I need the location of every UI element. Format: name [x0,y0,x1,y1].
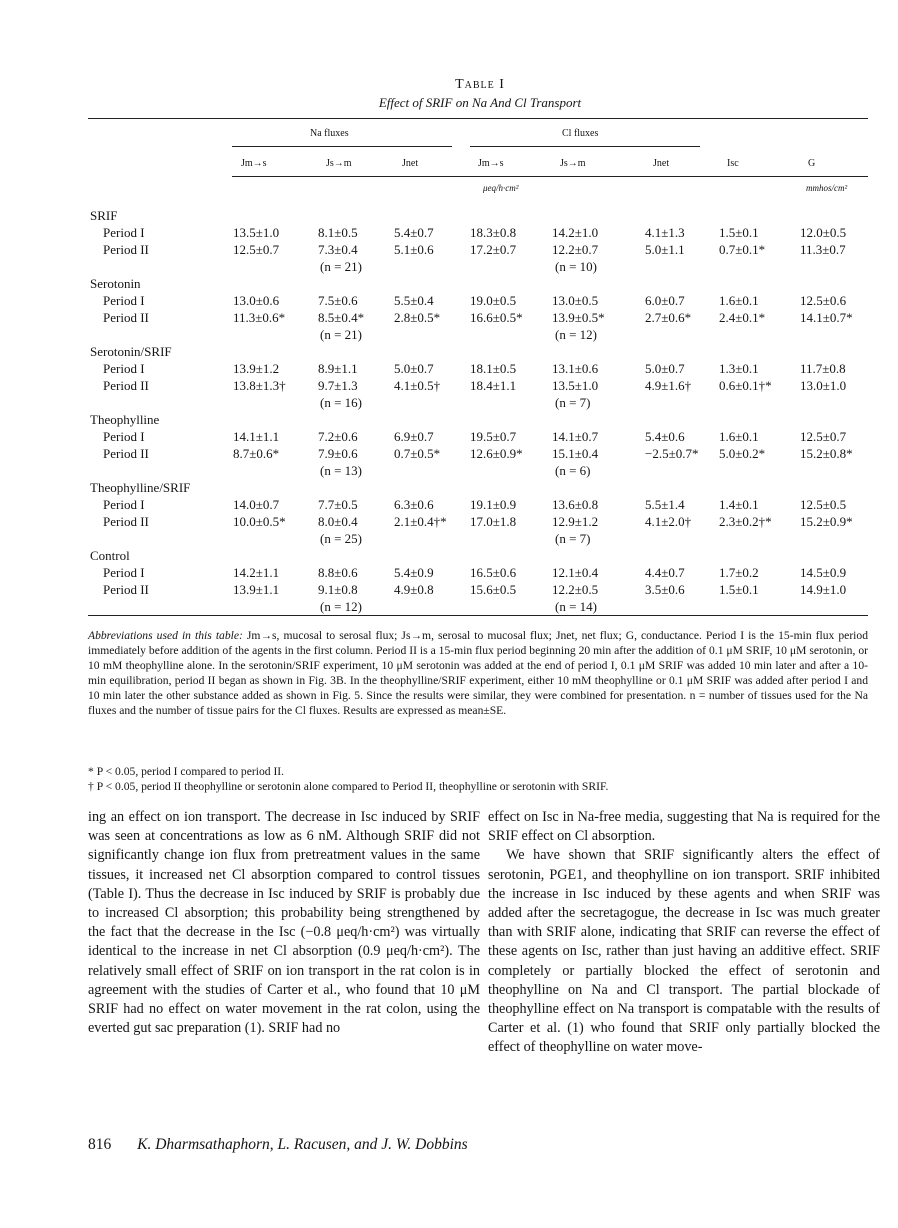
column-header: Jnet [402,158,419,169]
table-cell: 5.0±1.1 [645,242,685,257]
table-cell: 11.3±0.7 [800,242,846,257]
table-cell: 8.1±0.5 [318,225,358,240]
table-cell: 13.9±0.5* [552,310,605,325]
table-cell: 12.9±1.2 [552,514,599,529]
table-cell: 3.5±0.6 [645,582,685,597]
group-label: Theophylline [90,412,160,427]
table-cell: 9.7±1.3 [318,378,358,393]
table-cell: 7.7±0.5 [318,497,358,512]
group-label: SRIF [90,208,118,223]
footnote-dagger: † P < 0.05, period II theophylline or serotonin alone compared to Period II, theophylline or serotonin with SRIF. [88,780,609,793]
table-cell: 12.0±0.5 [800,225,847,240]
abbrev-text: Jm→s, mucosal to serosal flux; Js→m, serosal to mucosal flux; Jnet, net flux; G, conductance. Period I is the 15-min flux period immediately before addition of the agents in the first column. Period II is a 15-min flux period beginning 20 min after the addition of 0.1 μM SRIF, 10 μM serotonin, or 10 mM theophylline alone. In the serotonin/SRIF experiment, 10 μM serotonin was added at the end of period I, 0.1 μM SRIF was added 10 min later and after a 10-min equilibration, period II began as shown in Fig. 3B. In the theophylline/SRIF experiment, either 10 mM theophylline or 0.1 μM SRIF was added after period I and 10 min later the other substance added as shown in Fig. 5. Since the results were similar, they were combined for presentation. n = number of tissues used for the Na fluxes and the number of tissue pairs for the Cl fluxes. Results are expressed as mean±SE. [88,629,869,717]
table-cell: 12.5±0.5 [800,497,847,512]
table-cell: 5.5±0.4 [394,293,434,308]
n-na: (n = 21) [320,259,362,274]
row-label: Period I [103,361,145,376]
column-header: Js→m [560,158,586,169]
conductance-unit: mmhos/cm² [806,183,848,193]
table-cell: 8.5±0.4* [318,310,365,325]
table-subtitle: Effect of SRIF on Na And Cl Transport [378,95,582,110]
row-label: Period II [103,582,149,597]
table-cell: 1.5±0.1 [719,582,759,597]
group-label: Control [90,548,130,563]
abbrev-label: Abbreviations used in this table: [88,629,243,642]
table-cell: 5.0±0.7 [645,361,685,376]
table-cell: 18.1±0.5 [470,361,517,376]
table-cell: 12.2±0.7 [552,242,599,257]
table-cell: 7.5±0.6 [318,293,358,308]
table-cell: 6.3±0.6 [394,497,434,512]
table-cell: 8.8±0.6 [318,565,358,580]
n-cl: (n = 7) [555,531,591,546]
bottom-rule [88,615,868,616]
table-cell: 1.6±0.1 [719,293,759,308]
table-cell: 13.9±1.2 [233,361,280,376]
flux-unit: μeq/h·cm² [483,183,519,193]
column-header: Js→m [326,158,352,169]
table-cell: 13.9±1.1 [233,582,280,597]
table-cell: 13.0±1.0 [800,378,847,393]
row-label: Period II [103,310,149,325]
n-cl: (n = 14) [555,599,597,614]
table-cell: 13.8±1.3† [233,378,286,393]
footnote-abbreviations [88,628,868,718]
table-cell: 12.5±0.7 [800,429,847,444]
table-cell: 2.7±0.6* [645,310,692,325]
column-header: Jm→s [478,158,504,169]
group-label: Serotonin [90,276,141,291]
table-cell: 19.0±0.5 [470,293,517,308]
table-cell: 19.1±0.9 [470,497,517,512]
row-label: Period I [103,497,145,512]
table-cell: 7.2±0.6 [318,429,358,444]
right-paragraph-1: effect on Isc in Na-free media, suggesting that Na is required for the SRIF effect on Cl absorption. [488,809,880,845]
table-cell: 12.5±0.7 [233,242,280,257]
na-group-rule [232,146,452,147]
table-cell: 5.4±0.7 [394,225,434,240]
table-cell: 8.7±0.6* [233,446,280,461]
row-label: Period II [103,378,149,393]
row-label: Period I [103,565,145,580]
n-na: (n = 21) [320,327,362,342]
cl-group-rule [470,146,700,147]
table-cell: 13.0±0.6 [233,293,280,308]
table-cell: 2.3±0.2†* [719,514,772,529]
table-cell: 16.5±0.6 [470,565,517,580]
footnote-star: * P < 0.05, period I compared to period II. [88,765,285,778]
row-label: Period I [103,225,145,240]
table-cell: 4.9±0.8 [394,582,434,597]
n-cl: (n = 12) [555,327,597,342]
body-left-column [88,808,480,1038]
table-cell: 6.0±0.7 [645,293,685,308]
column-header: Isc [727,158,739,169]
n-cl: (n = 10) [555,259,597,274]
table-cell: 4.1±1.3 [645,225,685,240]
table-cell: 12.2±0.5 [552,582,599,597]
n-cl: (n = 7) [555,395,591,410]
na-fluxes-header: Na fluxes [310,128,349,139]
table-cell: 1.4±0.1 [719,497,759,512]
left-paragraph: ing an effect on ion transport. The decrease in Isc induced by SRIF was seen at concentrations as low as 6 nM. Although SRIF did not significantly change ion flux from pretreatment values in the same tissues, it increased net Cl absorption compared to control tissues (Table I). Thus the decrease in Isc induced by SRIF is probably due to increased Cl absorption; this probability being strengthened by the fact that the decrease in the Isc (−0.8 μeq/h·cm²) was virtually identical to the increase in net Cl absorption (0.9 μeq/h·cm²). The relatively small effect of SRIF on ion transport in the rat colon is in agreement with the studies of Carter et al., who found that 10 μM SRIF had no effect on water movement in the rat colon, using the everted gut sac preparation (1). SRIF had no [88,809,480,1037]
table-cell: 14.1±0.7 [552,429,599,444]
table-cell: 10.0±0.5* [233,514,286,529]
table-cell: 1.3±0.1 [719,361,759,376]
table-cell: 4.1±2.0† [645,514,692,529]
column-header: G [808,158,816,169]
header-rule [232,176,868,177]
column-header: Jnet [653,158,670,169]
page-footer [88,1136,468,1154]
author-line: K. Dharmsathaphorn, L. Racusen, and J. W. Dobbins [137,1136,468,1153]
table-cell: 13.5±1.0 [552,378,599,393]
table-cell: 15.2±0.9* [800,514,853,529]
n-na: (n = 12) [320,599,362,614]
table-cell: 13.6±0.8 [552,497,599,512]
table-cell: 0.7±0.1* [719,242,766,257]
column-header: Jm→s [241,158,267,169]
table-cell: 14.5±0.9 [800,565,847,580]
table-cell: 5.0±0.7 [394,361,434,376]
table-cell: 14.9±1.0 [800,582,847,597]
table-cell: 17.0±1.8 [470,514,517,529]
top-rule [88,118,868,119]
table-cell: 11.3±0.6* [233,310,286,325]
table-cell: 1.5±0.1 [719,225,759,240]
table-cell: 2.8±0.5* [394,310,441,325]
table-cell: 15.6±0.5 [470,582,517,597]
row-label: Period I [103,429,145,444]
table-cell: 14.2±1.0 [552,225,599,240]
cl-fluxes-header: Cl fluxes [562,128,599,139]
table-cell: 16.6±0.5* [470,310,523,325]
n-cl: (n = 6) [555,463,591,478]
table-cell: 14.1±0.7* [800,310,853,325]
table-cell: 8.0±0.4 [318,514,358,529]
row-label: Period I [103,293,145,308]
table-title: Table I [455,77,505,92]
page-number: 816 [88,1136,112,1153]
table-cell: 4.1±0.5† [394,378,441,393]
table-cell: 1.6±0.1 [719,429,759,444]
table-cell: 11.7±0.8 [800,361,846,376]
table-cell: 5.4±0.6 [645,429,685,444]
n-na: (n = 25) [320,531,362,546]
table-cell: 14.1±1.1 [233,429,280,444]
table-cell: 13.5±1.0 [233,225,280,240]
row-label: Period II [103,446,149,461]
table-cell: 15.2±0.8* [800,446,853,461]
table-cell: 6.9±0.7 [394,429,434,444]
table-cell: 19.5±0.7 [470,429,517,444]
table-cell: 12.6±0.9* [470,446,523,461]
table-cell: 14.0±0.7 [233,497,280,512]
table-cell: 4.9±1.6† [645,378,692,393]
table-cell: 15.1±0.4 [552,446,599,461]
table-cell: 5.1±0.6 [394,242,434,257]
table-cell: −2.5±0.7* [645,446,699,461]
row-label: Period II [103,242,149,257]
table-cell: 9.1±0.8 [318,582,358,597]
table-cell: 8.9±1.1 [318,361,358,376]
table-cell: 13.0±0.5 [552,293,599,308]
table-cell: 5.5±1.4 [645,497,685,512]
right-paragraph-2: We have shown that SRIF significantly alters the effect of serotonin, PGE1, and theophylline on ion transport. SRIF inhibited the increase in Isc induced by these agents and when SRIF was added after the secretagogue, the decrease in Isc was much greater than with SRIF alone, indicating that SRIF can reverse the effect of these agents on Isc, rather than just having an additive effect. SRIF completely or partially blocked the effect of serotonin and theophylline on Na and Cl transport. The partial blockade of theophylline effect on Na transport is compatable with the results of Carter et al. (1) who found that SRIF only partially blocked the effect of theophylline on water move- [488,847,880,1056]
n-na: (n = 16) [320,395,362,410]
table-cell: 7.9±0.6 [318,446,358,461]
group-label: Serotonin/SRIF [90,344,172,359]
table-cell: 4.4±0.7 [645,565,685,580]
table-cell: 2.1±0.4†* [394,514,447,529]
n-na: (n = 13) [320,463,362,478]
group-label: Theophylline/SRIF [90,480,191,495]
table-cell: 14.2±1.1 [233,565,280,580]
table-cell: 12.5±0.6 [800,293,847,308]
table-cell: 12.1±0.4 [552,565,599,580]
table-cell: 5.4±0.9 [394,565,434,580]
table-cell: 18.3±0.8 [470,225,517,240]
row-label: Period II [103,514,149,529]
table-cell: 13.1±0.6 [552,361,599,376]
table-cell: 0.7±0.5* [394,446,441,461]
table-cell: 1.7±0.2 [719,565,759,580]
table-cell: 5.0±0.2* [719,446,766,461]
table-cell: 7.3±0.4 [318,242,358,257]
body-right-column [488,808,880,1058]
table-cell: 0.6±0.1†* [719,378,772,393]
table-cell: 2.4±0.1* [719,310,766,325]
table-cell: 18.4±1.1 [470,378,517,393]
table-cell: 17.2±0.7 [470,242,517,257]
